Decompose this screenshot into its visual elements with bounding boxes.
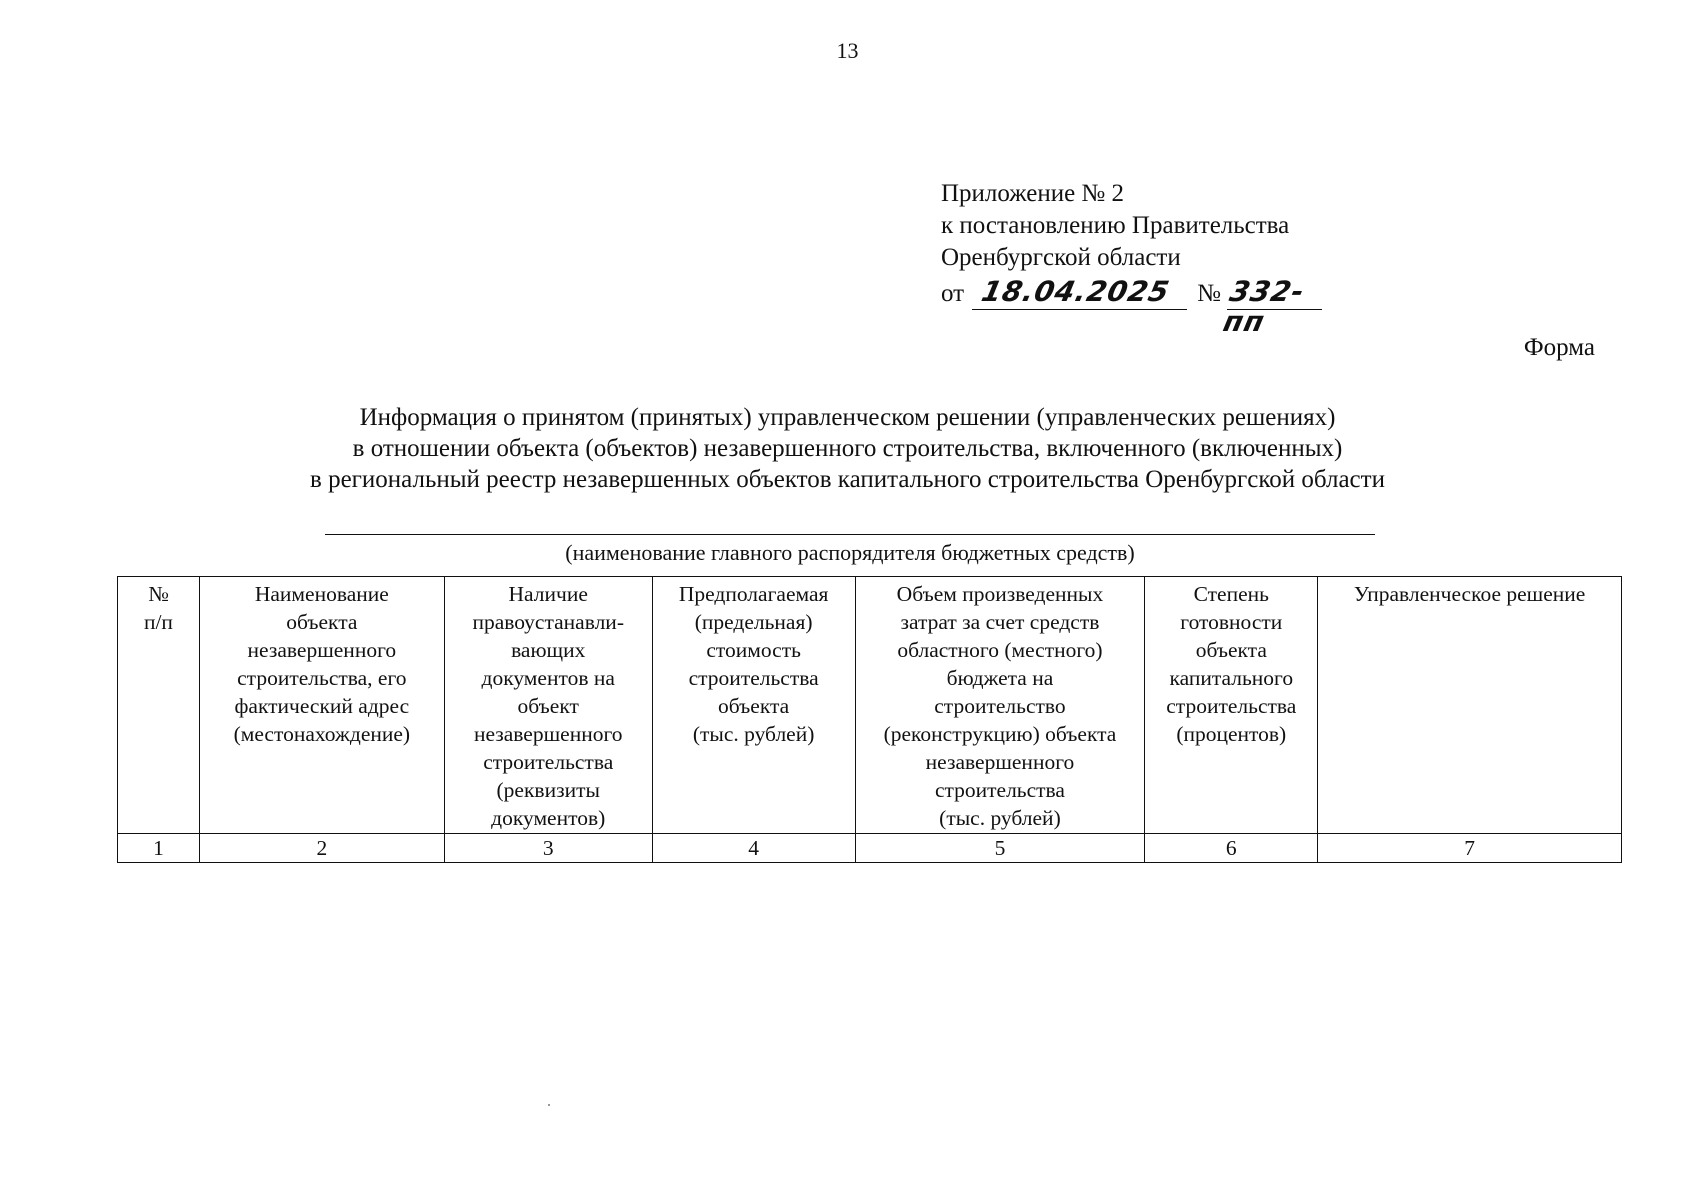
header-line: Наименование [254,582,389,606]
title-line-3: в региональный реестр незавершенных объектов капитального строительства Оренбургской области [310,466,1385,493]
header-line: документов) [491,806,606,830]
decree-date-handwritten: 18.04.2025 [978,275,1173,308]
header-cell [855,577,1145,834]
title-line-1: Информация о принятом (принятых) управленческом решении (управленческих решениях) [359,404,1336,431]
info-table [117,576,1622,863]
decree-number-underline [1220,275,1322,338]
decree-date-underline [972,277,1187,310]
column-number: 2 [199,834,444,863]
header-cell [1145,577,1318,834]
from-label: от [941,280,965,307]
header-line: объекта [718,694,790,718]
header-cell [118,577,200,834]
header-line: незавершенного [473,722,623,746]
header-line: строительство [934,694,1066,718]
header-cell [1318,577,1622,834]
header-line: Наличие [508,582,588,606]
title-line-2: в отношении объекта (объектов) незавершенного строительства, включенного (включенных) [352,435,1343,462]
appendix-decree: к постановлению Правительства [941,212,1290,239]
column-number-row [118,834,1622,863]
header-line: капитального [1169,666,1294,690]
header-line: (предельная) [694,610,813,634]
header-line: объекта [286,610,358,634]
header-line: документов на [481,666,615,690]
decree-date-line [941,274,1461,338]
distributor-name-line [325,534,1375,535]
header-line: бюджета на [946,666,1054,690]
page-number: 13 [836,38,859,63]
header-line: затрат за счет средств [900,610,1100,634]
header-line: (тыс. рублей) [692,722,815,746]
header-line: правоустанавли- [472,610,624,634]
header-line: областного (местного) [897,638,1103,662]
header-line: стоимость [706,638,801,662]
header-line: (реконструкцию) объекта [883,722,1117,746]
header-line: фактический адрес [234,694,410,718]
header-line: Степень [1193,582,1269,606]
header-line: Предполагаемая [678,582,829,606]
header-line: объекта [1195,638,1267,662]
distributor-caption: (наименование главного распорядителя бюджетных средств) [565,540,1135,565]
header-line: строительства [483,750,614,774]
header-line: строительства [934,778,1065,802]
column-number: 6 [1145,834,1318,863]
scan-speck [548,1104,550,1106]
appendix-region: Оренбургской области [941,244,1181,271]
header-line: готовности [1180,610,1283,634]
header-line: п/п [143,610,173,634]
appendix-block [941,178,1461,338]
header-cell [199,577,444,834]
column-number: 3 [444,834,652,863]
header-line: (тыс. рублей) [939,806,1061,830]
header-line: (реквизиты [496,778,600,802]
header-line: незавершенного [925,750,1075,774]
column-number: 1 [118,834,200,863]
header-line: строительства [688,666,819,690]
form-label: Форма [1523,334,1595,361]
column-number: 7 [1318,834,1622,863]
table-header-row [118,577,1622,834]
header-line: (процентов) [1176,722,1287,746]
document-title [0,402,1695,495]
column-number: 5 [855,834,1145,863]
decree-number-handwritten: 332-пп [1220,275,1308,338]
number-label: № [1197,280,1221,307]
header-line: № [148,582,169,606]
header-line: незавершенного [247,638,397,662]
header-line: Объем произведенных [896,582,1104,606]
header-line: Управленческое решение [1353,582,1586,606]
header-line: строительства [1166,694,1297,718]
header-cell [444,577,652,834]
column-number: 4 [652,834,855,863]
appendix-title: Приложение № 2 [941,180,1125,207]
header-line: объект [517,694,579,718]
header-line: (местонахождение) [233,722,411,746]
header-line: строительства, его [237,666,407,690]
header-cell [652,577,855,834]
header-line: вающих [511,638,586,662]
